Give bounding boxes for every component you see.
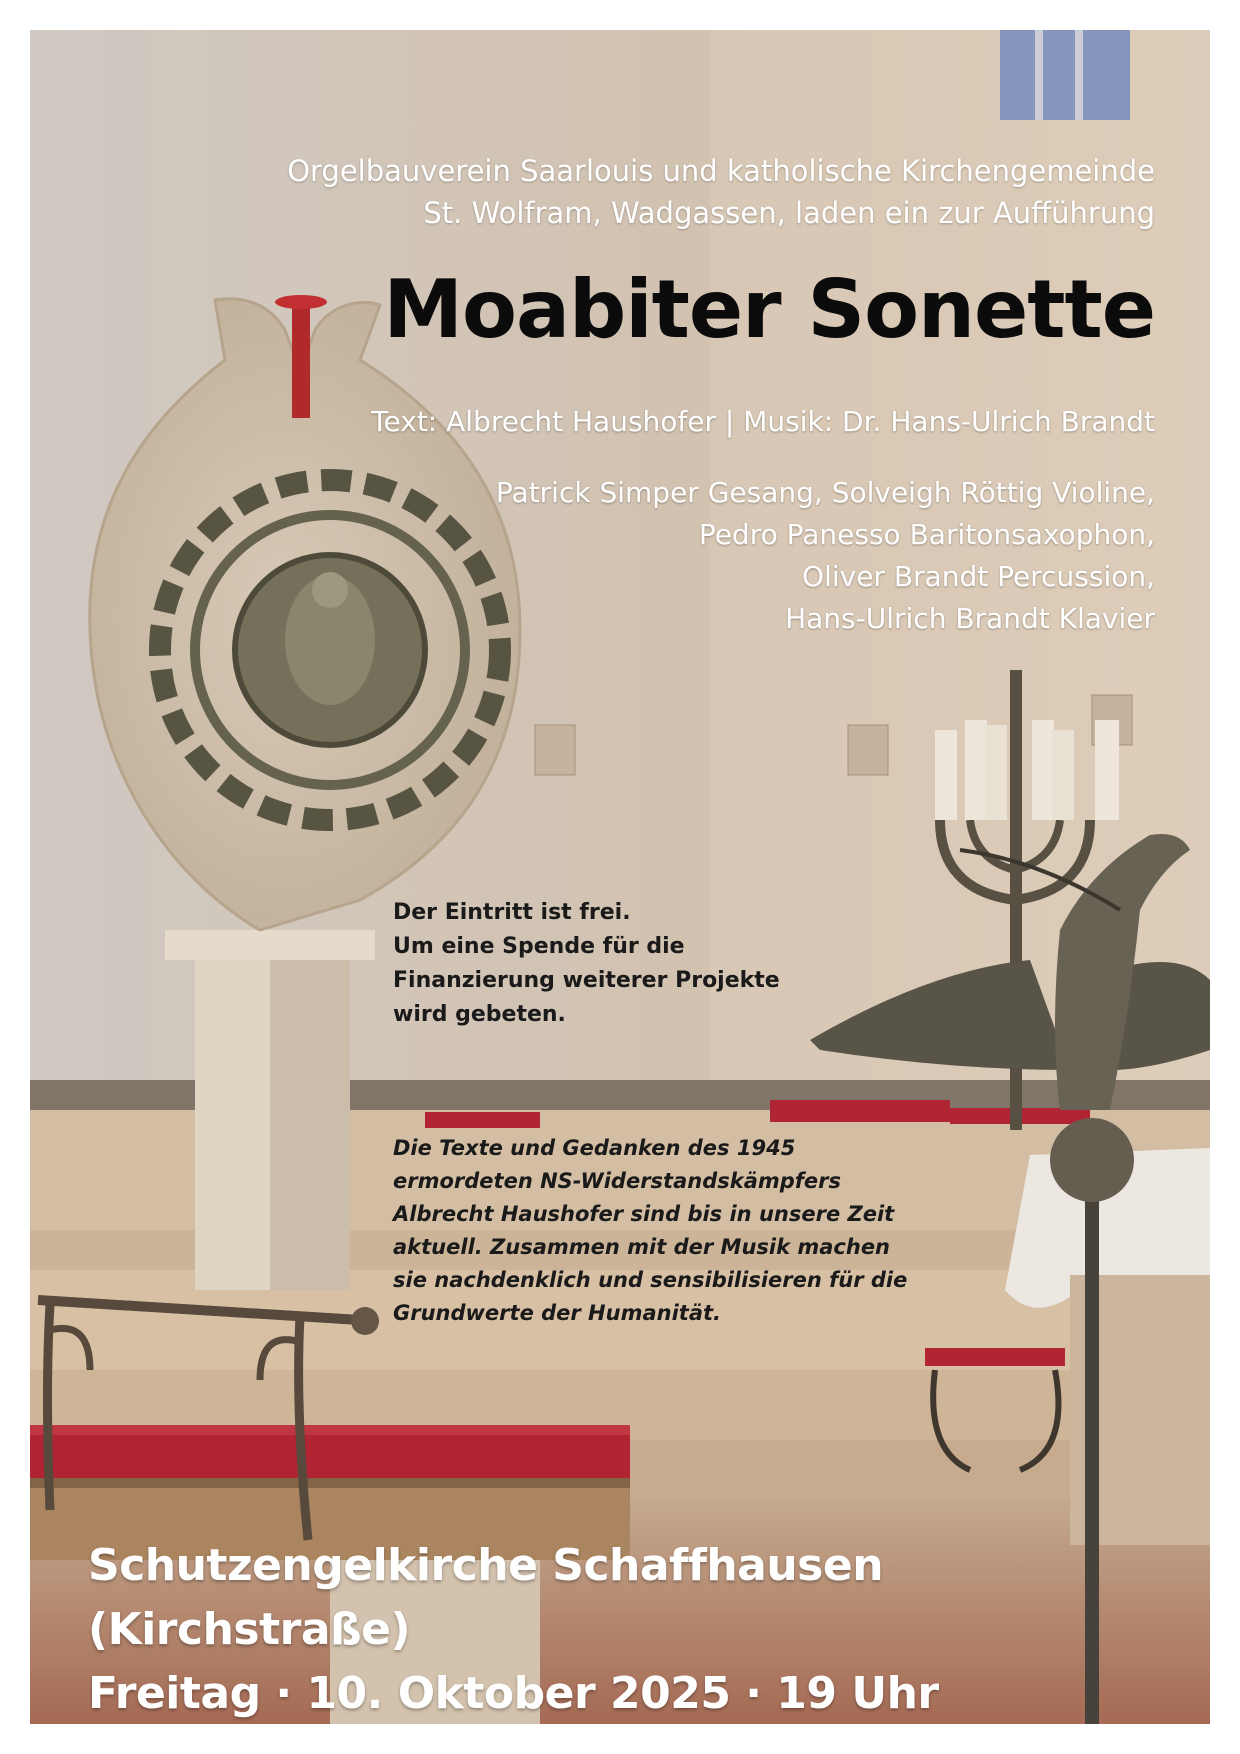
admission-note (393, 896, 813, 1032)
performers-list (455, 472, 1155, 640)
event-title: Moabiter Sonette (383, 263, 1155, 356)
description-line: Grundwerte der Humanität. (393, 1301, 722, 1325)
description-line: ermordeten NS-Widerstandskämpfers (393, 1169, 842, 1193)
poster (30, 30, 1210, 1724)
event-date: Freitag · 10. Oktober 2025 · 19 Uhr (88, 1668, 939, 1719)
credits-line: Text: Albrecht Haushofer | Musik: Dr. Hans-Ulrich Brandt (371, 405, 1155, 438)
admission-line: Finanzierung weiterer Projekte (393, 968, 780, 993)
admission-line: Der Eintritt ist frei. (393, 900, 631, 925)
performer-line: Patrick Simper Gesang, Solveigh Röttig Violine, (495, 476, 1155, 509)
description-line: Albrecht Haushofer sind bis in unsere Zeit (393, 1202, 895, 1226)
event-description (393, 1132, 953, 1330)
performer-line: Oliver Brandt Percussion, (802, 560, 1155, 593)
description-line: Die Texte und Gedanken des 1945 (393, 1136, 796, 1160)
intro-text (255, 150, 1155, 234)
performer-line: Pedro Panesso Baritonsaxophon, (698, 518, 1155, 551)
admission-line: wird gebeten. (393, 1002, 566, 1027)
venue-info (88, 1534, 1208, 1724)
intro-line: St. Wolfram, Wadgassen, laden ein zur Aufführung (423, 196, 1155, 230)
intro-line: Orgelbauverein Saarlouis und katholische Kirchengemeinde (287, 154, 1155, 188)
admission-line: Um eine Spende für die (393, 934, 685, 959)
performer-line: Hans-Ulrich Brandt Klavier (785, 602, 1155, 635)
description-line: sie nachdenklich und sensibilisieren für die (393, 1268, 908, 1292)
venue-place: Schutzengelkirche Schaffhausen (Kirchstraße) (88, 1540, 884, 1655)
description-line: aktuell. Zusammen mit der Musik machen (393, 1235, 891, 1259)
